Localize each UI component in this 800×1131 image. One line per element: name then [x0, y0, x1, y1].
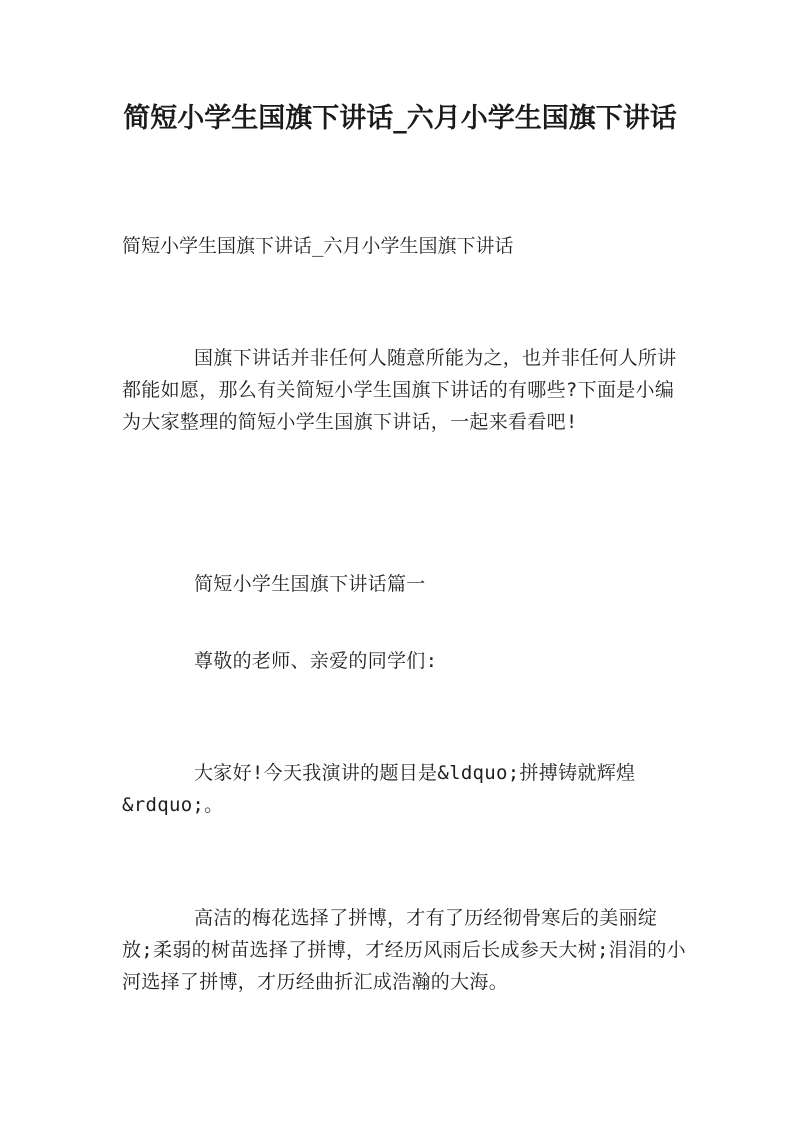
speech-topic-paragraph: 大家好!今天我演讲的题目是&ldquo;拼搏铸就辉煌&rdquo;。	[122, 762, 636, 816]
salutation-paragraph: 尊敬的老师、亲爱的同学们:	[194, 650, 438, 672]
section-heading: 简短小学生国旗下讲话篇一	[194, 573, 426, 595]
document-subtitle: 简短小学生国旗下讲话_六月小学生国旗下讲话	[122, 235, 514, 257]
document-title: 简短小学生国旗下讲话_六月小学生国旗下讲话	[123, 103, 677, 134]
body-paragraph: 高洁的梅花选择了拼博，才有了历经彻骨寒后的美丽绽放;柔弱的树苗选择了拼博，才经历风雨后长成参天大树;涓涓的小河选择了拼博，才历经曲折汇成浩瀚的大海。	[122, 907, 686, 993]
intro-paragraph: 国旗下讲话并非任何人随意所能为之，也并非任何人所讲都能如愿，那么有关简短小学生国旗下讲话的有哪些?下面是小编为大家整理的简短小学生国旗下讲话，一起来看看吧!	[122, 347, 677, 433]
